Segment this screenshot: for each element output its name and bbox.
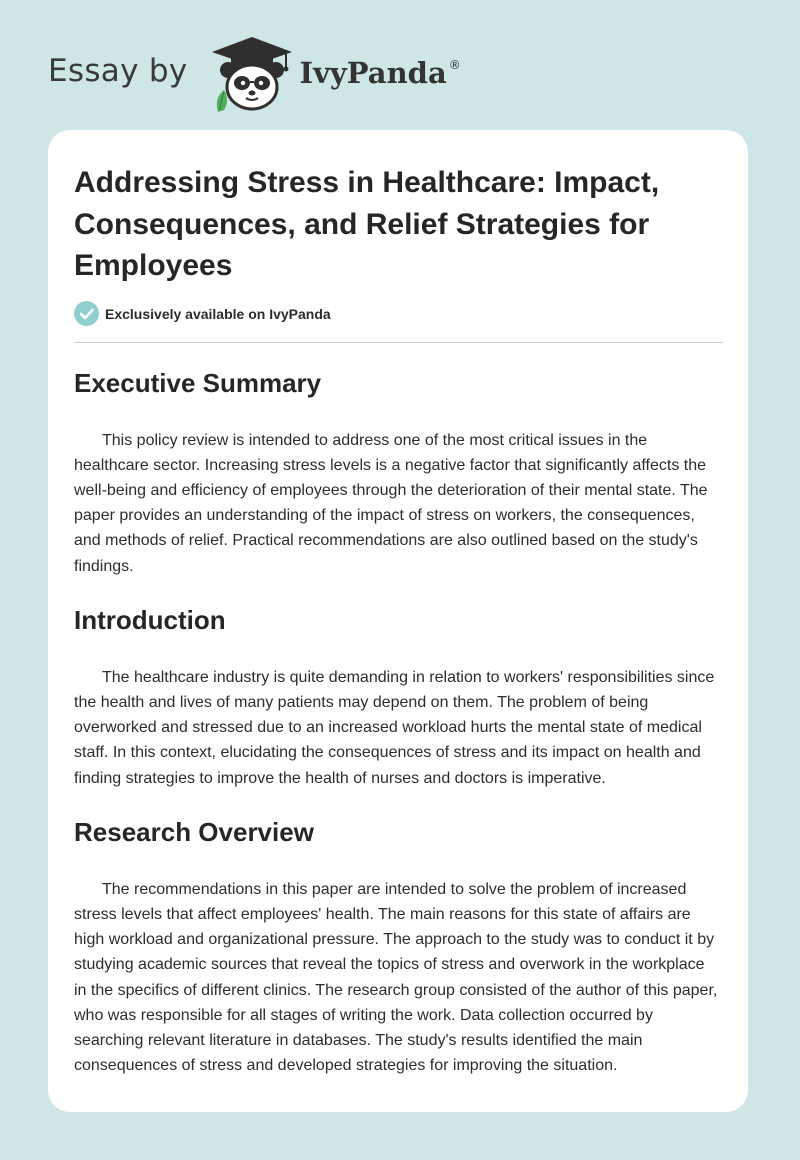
section-text-introduction: The healthcare industry is quite demanding in relation to workers' responsibilities since the health and lives of many patients may depend on them. The problem of being overworked and stressed due to an increased workload hurts the mental state of medical staff. In this context, elucidating the consequences of stress and its impact on health and finding strategies to improve the health of nurses and doctors is imperative. [74, 668, 715, 787]
section-text-research-overview: The recommendations in this paper are intended to solve the problem of increased stress levels that affect employees' health. The main reasons for this state of affairs are high workload and organizational pressure. The approach to the study was to conduct it by studying academic sources that reveal the topics of stress and overwork in the workplace in the specifics of different clinics. The research group consisted of the author of this paper, who was responsible for all stages of writing the work. Data collection occurred by searching relevant literature in databases. The study's results identified the main consequences of stress and developed strategies for improving the situation. [74, 880, 718, 1075]
brand-name [300, 56, 461, 90]
section-heading-introduction: Introduction [74, 604, 226, 635]
section-text-executive-summary: This policy review is intended to address one of the most critical issues in the healthcare sector. Increasing stress levels is a negative factor that significantly affects the well-being and efficiency of employees through the deterioration of their mental state. The paper provides an understanding of the impact of stress on workers, the consequences, and methods of relief. Practical recommendations are also outlined based on the study's findings. [74, 431, 708, 575]
section-heading-executive-summary: Executive Summary [74, 367, 322, 398]
panda-graduate-icon [206, 34, 298, 114]
brand-header [48, 34, 461, 114]
title-divider [74, 342, 723, 343]
brand-name-text: IvyPanda [299, 56, 447, 90]
section-heading-research-overview: Research Overview [74, 816, 314, 847]
exclusive-badge [74, 301, 722, 327]
registered-mark: ® [448, 58, 461, 72]
badge-text: Exclusively available on IvyPanda [105, 305, 331, 322]
brand-prefix: Essay by [48, 53, 188, 89]
essay-card [48, 130, 748, 1112]
essay-title: Addressing Stress in Healthcare: Impact, Consequences, and Relief Strategies for Employees [74, 166, 660, 282]
check-circle-icon [74, 301, 99, 326]
